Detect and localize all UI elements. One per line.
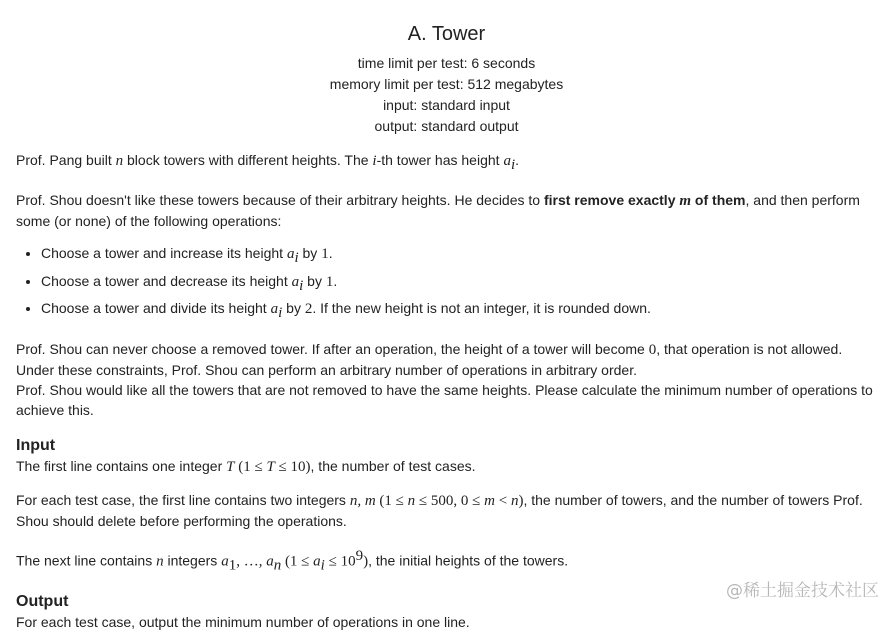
text: Prof. Shou can never choose a removed tower. If after an operation, the height of a tower will become	[16, 341, 649, 358]
text: Choose a tower and increase its height	[41, 244, 287, 261]
input-heading: Input	[16, 437, 56, 455]
text: Choose a tower and divide its height	[41, 300, 271, 317]
math-sub: i	[278, 305, 283, 322]
math-text: (1 ≤	[281, 553, 314, 570]
text: .	[333, 272, 338, 289]
math-var: a	[221, 553, 229, 570]
output-line-1: For each test case, output the minimum number of operations in one line.	[16, 613, 470, 630]
text: .	[515, 152, 519, 168]
math-var: n	[407, 493, 416, 510]
operations-list	[16, 242, 878, 325]
text: Prof. Pang built	[16, 152, 116, 168]
input-spec: input: standard input	[383, 97, 510, 113]
math-var: n, m	[349, 493, 376, 510]
math-sub: i	[294, 249, 299, 266]
text: by	[303, 272, 326, 289]
text: The first line contains one integer	[16, 458, 227, 475]
math-var: n	[510, 493, 519, 510]
text: . If the new height is not an integer, it is rounded down.	[312, 300, 651, 317]
text: Choose a tower and decrease its height	[41, 272, 292, 289]
bold-text: of them	[691, 191, 746, 208]
statement-paragraph-3	[16, 339, 878, 360]
problem-header	[0, 0, 893, 137]
statement-paragraph-1	[16, 150, 878, 175]
math-var: a	[270, 301, 279, 318]
statement-paragraph-2	[16, 190, 878, 231]
list-item	[41, 242, 878, 270]
watermark: @稀土掘金技术社区	[726, 581, 879, 601]
text: The next line contains	[16, 552, 157, 569]
math-sub: i	[510, 156, 516, 173]
input-line-1	[16, 456, 878, 477]
math-text: ≤ 10	[324, 553, 356, 570]
math-sub: 1	[228, 557, 237, 574]
text: , and then perform some (or none) of the following operations:	[16, 191, 860, 229]
problem-statement	[16, 150, 878, 632]
statement-paragraph-4: Under these constraints, Prof. Shou can perform an arbitrary number of operations in arbitrary order.	[16, 362, 637, 379]
text: -th tower has height	[376, 152, 504, 168]
math-var: n	[156, 553, 164, 570]
math-var: a	[266, 553, 274, 570]
math-text: <	[494, 493, 511, 510]
text: , the number of towers, and the number of towers Prof. Shou should delete before performing the operations.	[16, 492, 863, 530]
math-var: m	[679, 192, 692, 209]
math-var: T	[266, 459, 275, 476]
text: by	[282, 300, 305, 317]
math-num: 1	[321, 245, 329, 262]
memory-limit: memory limit per test: 512 megabytes	[329, 76, 564, 92]
input-line-3	[16, 546, 878, 575]
text: For each test case, the first line contains two integers	[16, 492, 350, 509]
math-text: (1 ≤	[234, 459, 267, 476]
text: integers	[163, 552, 222, 569]
math-text: )	[518, 493, 524, 510]
math-var: a	[503, 153, 511, 169]
bold-text: first remove exactly	[543, 191, 680, 208]
math-sub: n	[273, 557, 282, 574]
text: block towers with different heights. The	[123, 152, 373, 168]
statement-paragraph-5: Prof. Shou would like all the towers that are not removed to have the same heights. Please calculate the minimum number of operations to achieve this.	[16, 382, 873, 419]
text: , the initial heights of the towers.	[368, 552, 569, 569]
math-text: ≤ 500, 0 ≤	[415, 493, 485, 510]
math-var: a	[313, 553, 321, 570]
math-text: )	[363, 553, 369, 570]
math-num: 0	[648, 342, 657, 359]
text: by	[298, 244, 322, 261]
math-sub: i	[299, 277, 304, 294]
math-var: n	[115, 153, 124, 169]
list-item	[41, 270, 878, 298]
math-var: T	[226, 459, 235, 476]
math-var: a	[291, 273, 300, 290]
problem-title: A. Tower	[407, 23, 486, 45]
list-item	[41, 297, 878, 325]
text: .	[328, 244, 333, 261]
output-heading: Output	[16, 592, 69, 610]
text: , that operation is not allowed.	[656, 341, 843, 358]
math-sub: i	[320, 557, 325, 574]
input-line-2	[16, 490, 878, 531]
math-var: i	[372, 153, 377, 169]
math-text: , …,	[236, 553, 267, 570]
math-text: (1 ≤	[375, 493, 408, 510]
text: , the number of test cases.	[310, 458, 476, 475]
math-text: ≤ 10)	[274, 459, 311, 476]
math-sup: 9	[355, 548, 364, 565]
output-spec: output: standard output	[374, 118, 519, 134]
math-num: 1	[325, 273, 334, 290]
math-num: 2	[304, 301, 313, 318]
math-var: a	[286, 245, 295, 262]
text: Prof. Shou doesn't like these towers because of their arbitrary heights. He decides to	[16, 191, 544, 208]
time-limit: time limit per test: 6 seconds	[357, 55, 536, 71]
math-var: m	[484, 493, 495, 510]
